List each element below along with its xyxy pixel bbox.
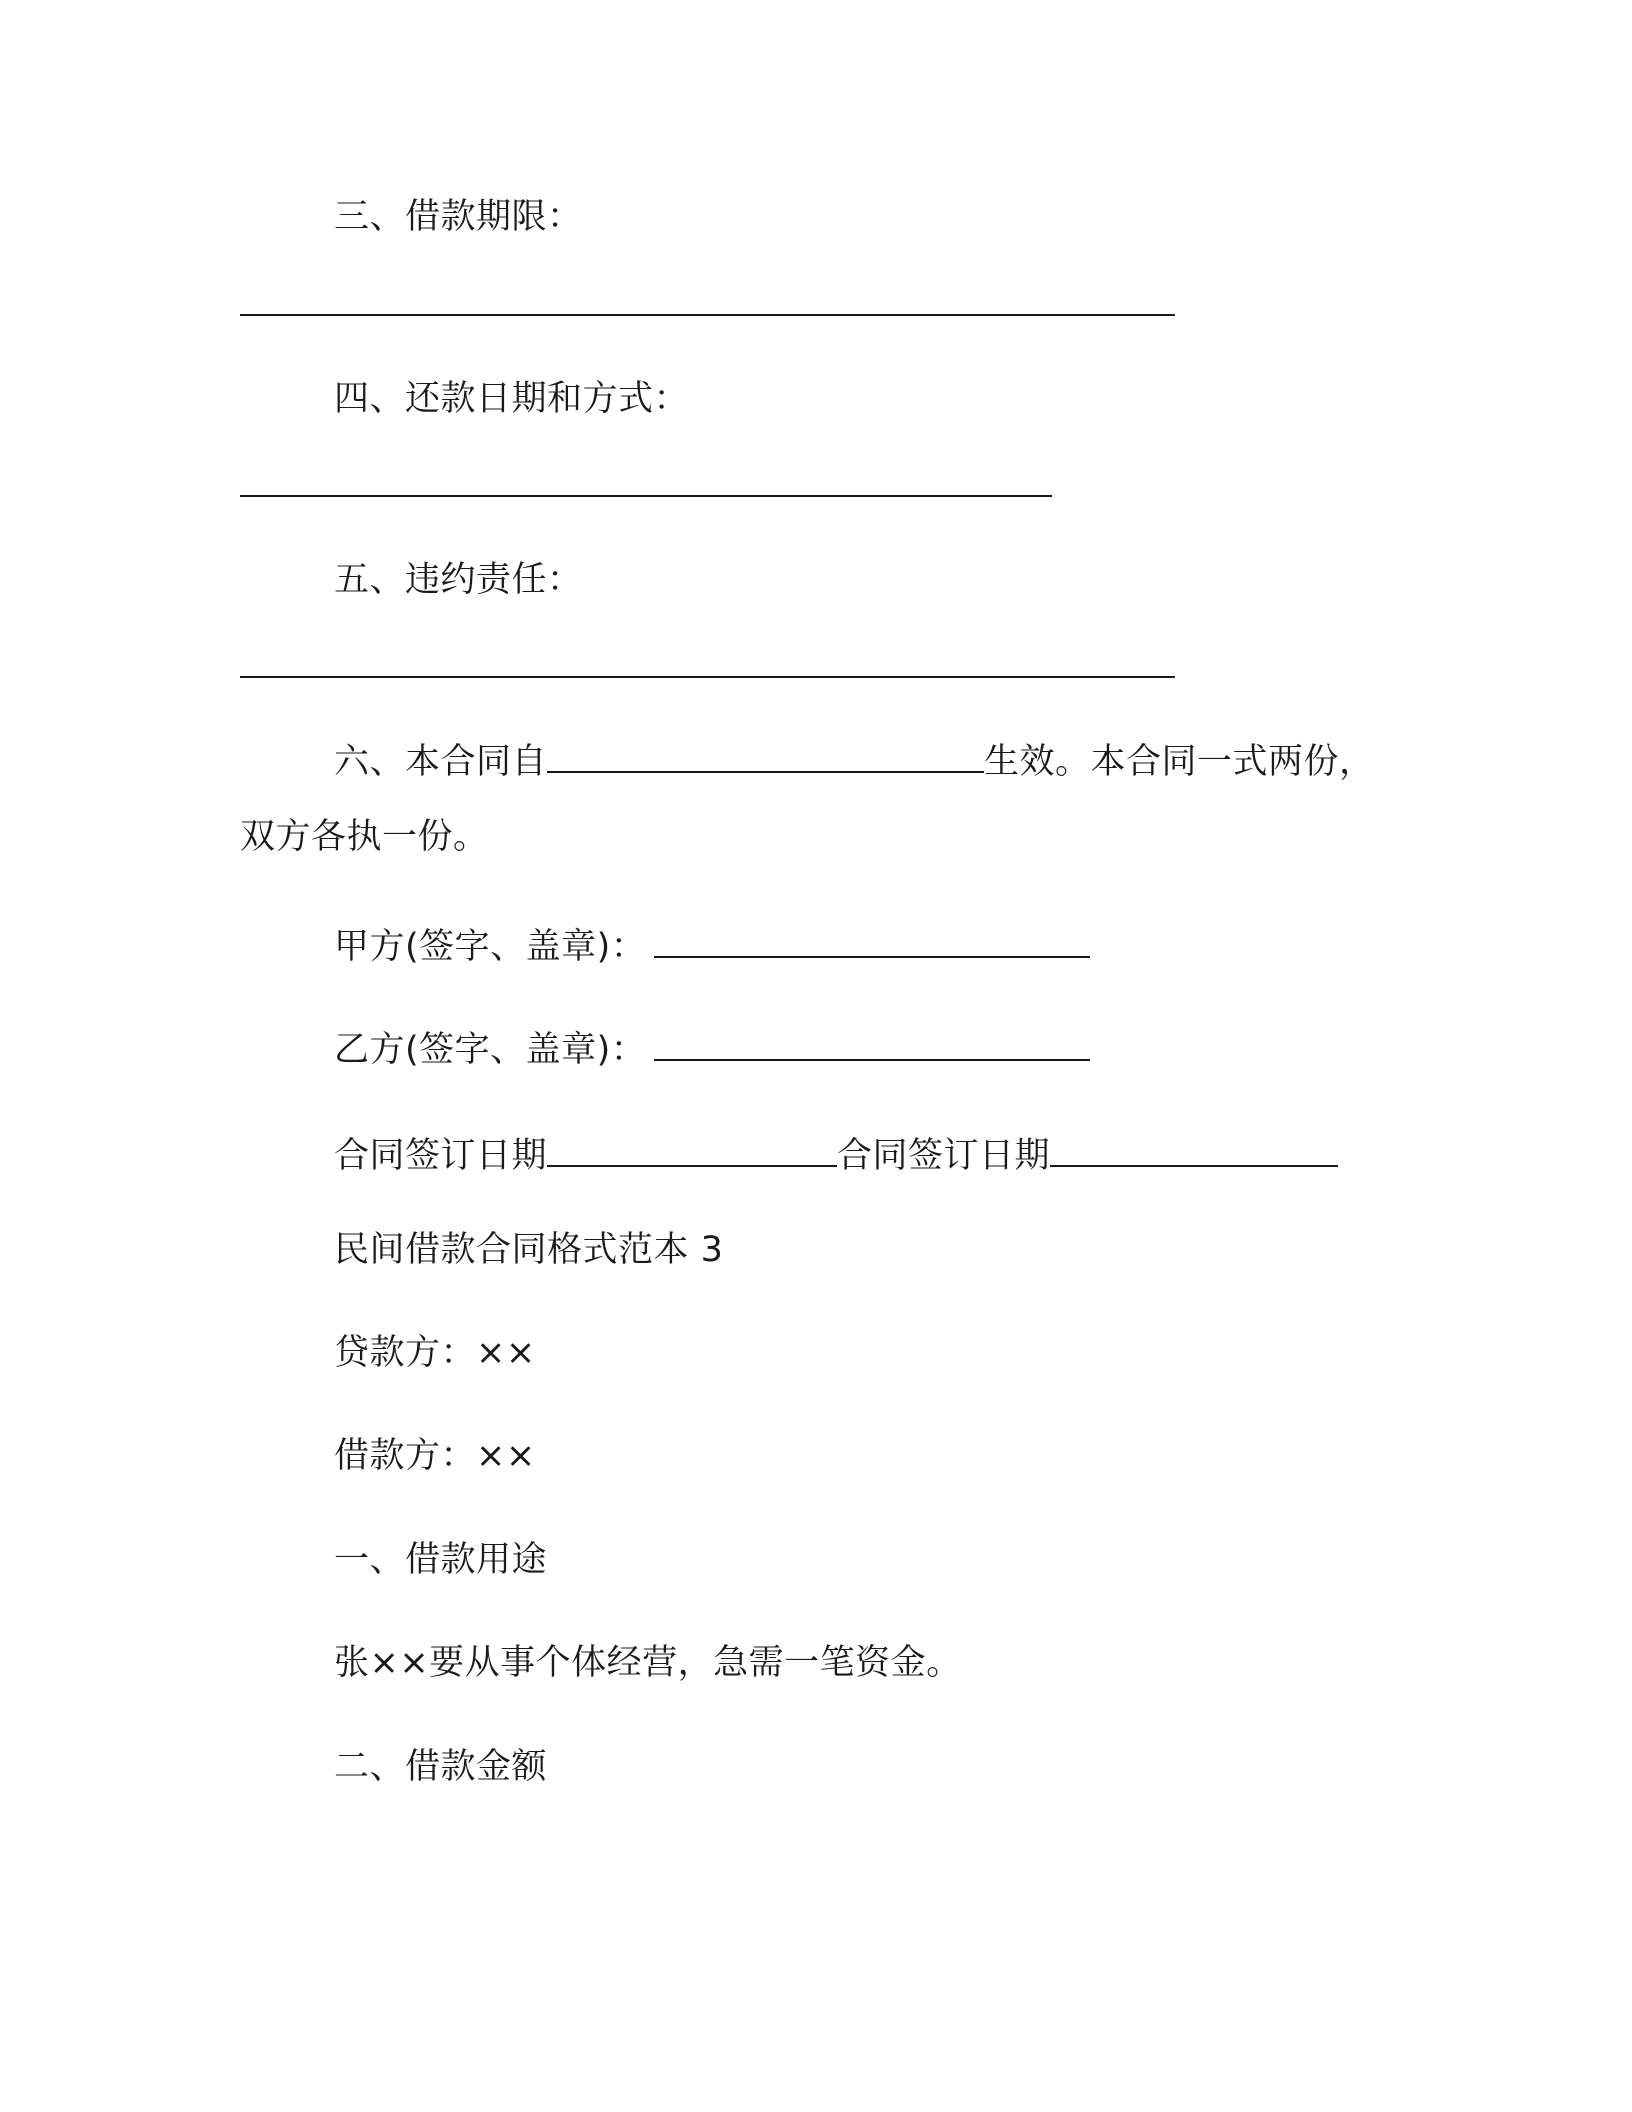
section6-continuation: 双方各执一份。 — [240, 817, 489, 857]
sign-date-blank-1 — [547, 1129, 837, 1167]
sign-date-label-1: 合同签订日期 — [334, 1136, 548, 1176]
section5-heading: 五、违约责任： — [334, 560, 583, 600]
effective-date-blank — [547, 735, 984, 773]
fill-in-line-repayment — [240, 495, 1052, 497]
sign-date-line — [334, 1129, 1338, 1181]
party-a-line — [334, 920, 1090, 972]
loan-purpose-heading: 一、借款用途 — [334, 1540, 548, 1580]
party-b-label: 乙方(签字、盖章)： — [334, 1030, 647, 1070]
template-title: 民间借款合同格式范本 3 — [334, 1230, 724, 1270]
section6-prefix: 六、本合同自 — [334, 742, 548, 782]
section6-suffix: 生效。本合同一式两份， — [984, 742, 1375, 782]
loan-amount-heading: 二、借款金额 — [334, 1747, 548, 1787]
borrower-line: 借款方：×× — [334, 1436, 536, 1476]
section3-heading: 三、借款期限： — [334, 197, 583, 237]
party-a-signature-blank — [654, 920, 1090, 958]
party-b-line — [334, 1023, 1090, 1075]
loan-purpose-text: 张××要从事个体经营，急需一笔资金。 — [334, 1643, 962, 1683]
sign-date-blank-2 — [1050, 1129, 1338, 1167]
party-a-label: 甲方(签字、盖章)： — [334, 927, 647, 967]
party-b-signature-blank — [654, 1023, 1090, 1061]
section4-heading: 四、还款日期和方式： — [334, 379, 690, 419]
fill-in-line-loan-term — [240, 314, 1175, 316]
sign-date-label-2: 合同签订日期 — [837, 1136, 1051, 1176]
section6-line — [334, 735, 1375, 787]
fill-in-line-breach — [240, 676, 1175, 678]
lender-line: 贷款方：×× — [334, 1333, 536, 1373]
